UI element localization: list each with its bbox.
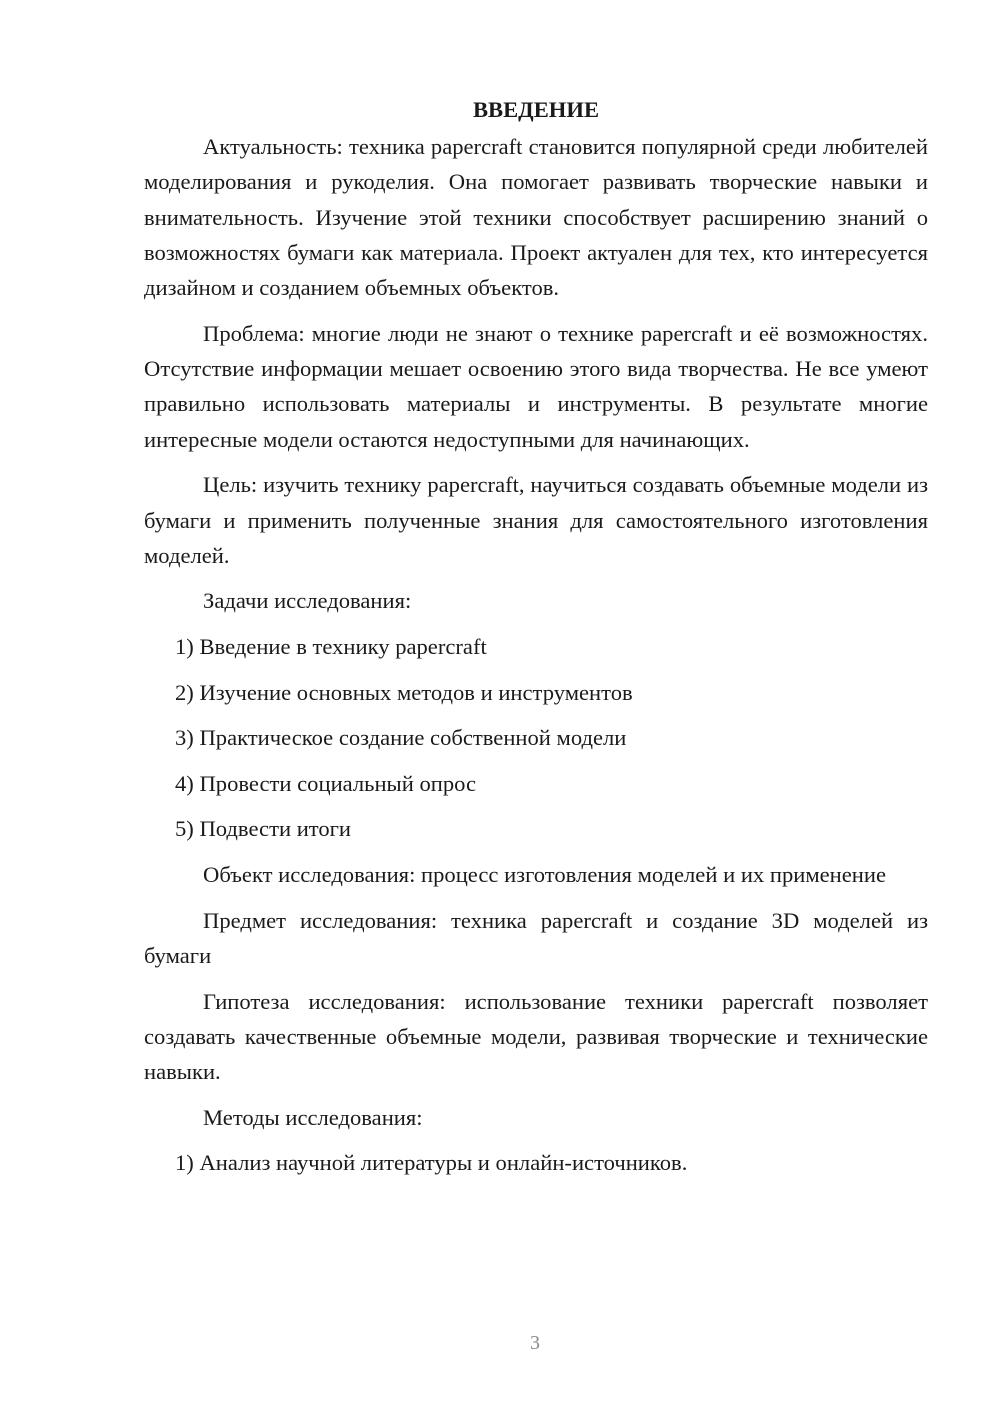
task-item: 5) Подвести итоги: [175, 816, 352, 842]
tasks-list: [144, 629, 928, 847]
task-item: 1) Введение в технику papercraft: [175, 634, 487, 660]
methods-heading: Методы исследования:: [203, 1104, 423, 1130]
method-item: 1) Анализ научной литературы и онлайн-источников.: [175, 1150, 688, 1176]
tasks-heading: Задачи исследования:: [203, 588, 412, 614]
task-item: 2) Изучение основных методов и инструментов: [175, 679, 633, 705]
hypothesis-paragraph: Гипотеза исследования: использование техники papercraft позволяет создавать качественные объемные модели, развивая творческие и технические навыки.: [144, 988, 928, 1085]
page-number: 3: [530, 1332, 540, 1354]
object-paragraph: Объект исследования: процесс изготовления моделей и их применение: [203, 862, 886, 888]
goal-paragraph: Цель: изучить технику papercraft, научиться создавать объемные модели из бумаги и применить полученные знания для самостоятельного изготовления моделей.: [144, 472, 928, 568]
page-title: ВВЕДЕНИЕ: [472, 97, 600, 122]
subject-paragraph: Предмет исследования: техника papercraft и создание 3D моделей из бумаги: [144, 907, 928, 968]
task-item: 4) Провести социальный опрос: [175, 770, 477, 796]
problem-paragraph: Проблема: многие люди не знают о технике papercraft и её возможностях. Отсутствие информации мешает освоению этого вида творчества. Не все умеют правильно использовать материалы и инструменты. В результате многие интересные модели остаются недоступными для начинающих.: [144, 320, 928, 452]
relevance-paragraph: Актуальность: техника papercraft становится популярной среди любителей моделирования и рукоделия. Она помогает развивать творческие навыки и внимательность. Изучение этой техники способствует расширению знаний о возможностях бумаги как материала. Проект актуален для тех, кто интересуется дизайном и созданием объемных объектов.: [144, 134, 928, 301]
document-page: [144, 92, 928, 1191]
task-item: 3) Практическое создание собственной модели: [175, 725, 627, 751]
methods-list: [144, 1145, 928, 1180]
